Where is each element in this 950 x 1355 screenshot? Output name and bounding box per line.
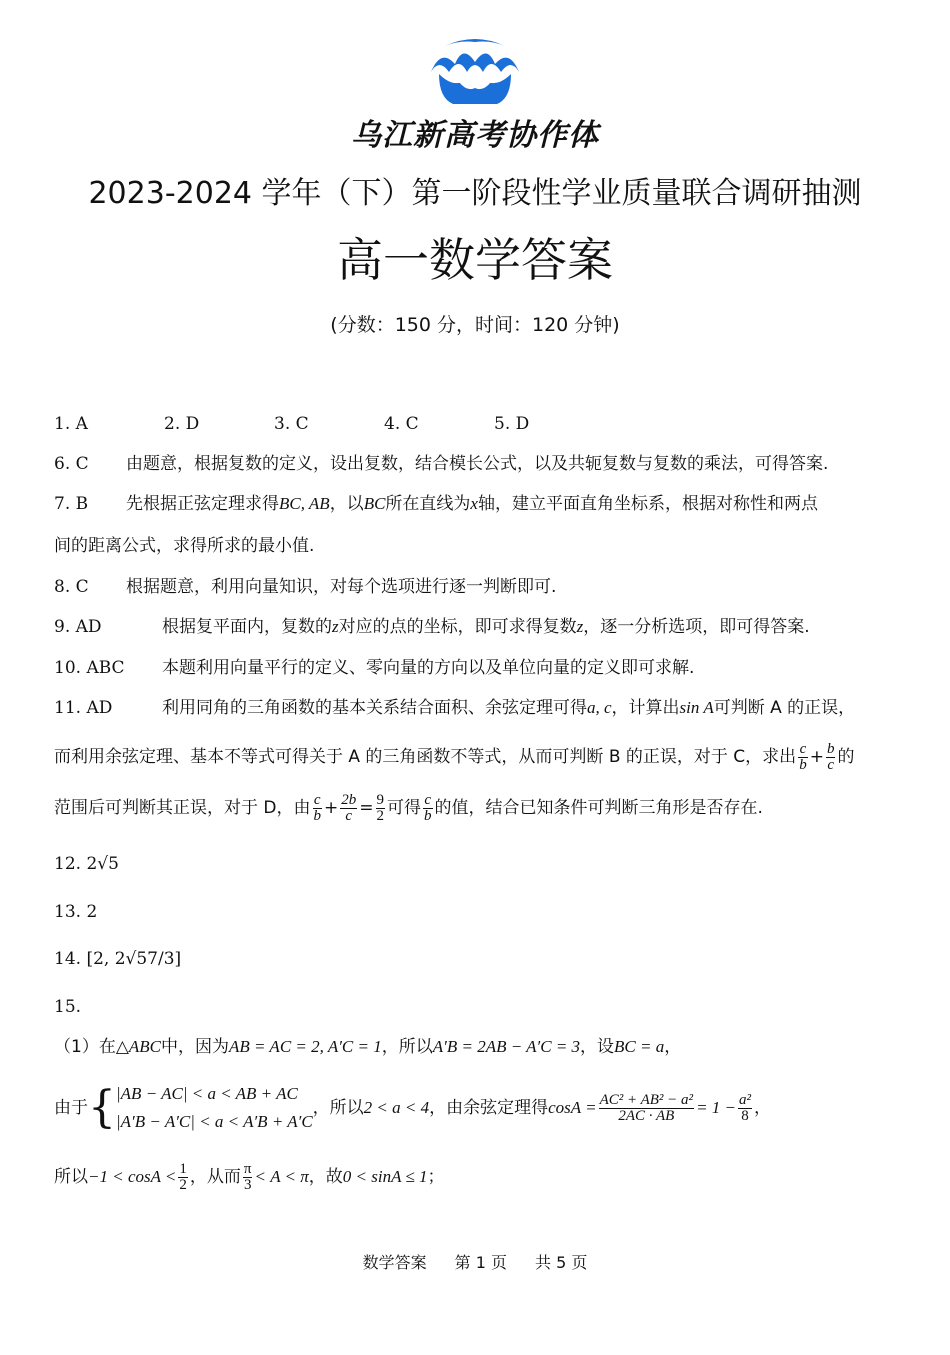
answer-6-label: 6. C xyxy=(54,454,89,474)
footer-total-pages: 共 5 页 xyxy=(535,1253,588,1272)
footer-subject: 数学答案 xyxy=(362,1253,427,1272)
answer-7-text-4: 轴，建立平面直角坐标系，根据对称性和两点 xyxy=(477,494,818,514)
fraction-9-2: $\frac{9}{2}$ xyxy=(376,791,384,824)
fraction-c-b-2: $\frac{c}{b}$ xyxy=(313,791,321,824)
exam-title: 2023-2024 学年（下）第一阶段性学业质量联合调研抽测 xyxy=(88,176,862,211)
answer-6-text: 由题意，根据复数的定义，设出复数，结合模长公式，以及共轭复数与复数的乘法，可得答案. xyxy=(126,454,829,474)
answer-11-text-5: 的 xyxy=(837,747,855,767)
q15-text-2: 中，因为 xyxy=(161,1037,229,1057)
answer-11-math-1: a, c xyxy=(587,698,612,717)
answer-9-text-3: ，逐一分析选项，即可得答案. xyxy=(583,617,810,637)
q15-math-8: −1 < cosA < xyxy=(88,1167,177,1186)
fraction-pi-3: $\frac{\pi}{3}$ xyxy=(243,1160,252,1193)
q15-text-5: ， xyxy=(664,1037,682,1057)
answer-11-line-2: 而利用余弦定理、基本不等式可得关于 A 的三角函数不等式，从而可判断 B 的正误，对于 C，求出 $\frac{c}{b}$ + $\frac{b}{c}$ 的 xyxy=(54,740,855,773)
answer-4: 4. C xyxy=(384,414,419,434)
answer-9 xyxy=(54,616,810,638)
cos-law-numerator: AC² + AB² − a² xyxy=(599,1091,694,1108)
answer-2: 2. D xyxy=(164,414,200,434)
page-footer xyxy=(0,1250,950,1273)
q15-text-7: ，所以 xyxy=(312,1098,364,1118)
answer-11-text-4: 而利用余弦定理、基本不等式可得关于 A 的三角函数不等式，从而可判断 B 的正误，对于 C，求出 xyxy=(54,747,797,767)
fraction-c-b-3: $\frac{c}{b}$ xyxy=(424,791,432,824)
q15-math-9: < A < π xyxy=(254,1167,309,1186)
answer-8-label: 8. C xyxy=(54,577,89,597)
q15-text-12: ，故 xyxy=(308,1167,343,1187)
fraction-c-b: $\frac{c}{b}$ xyxy=(799,740,807,773)
q15-text-3: ，所以 xyxy=(381,1037,433,1057)
answer-8-text: 根据题意，利用向量知识，对每个选项进行逐一判断即可. xyxy=(126,577,557,597)
answer-11-text-1: 利用同角的三角函数的基本关系结合面积、余弦定理可得 xyxy=(162,698,587,718)
fraction-1-2: $\frac{1}{2}$ xyxy=(179,1160,187,1193)
answer-11 xyxy=(54,697,855,719)
answer-11-text-2: ，计算出 xyxy=(611,698,680,718)
q15-math-6: cosA = xyxy=(548,1098,597,1117)
answer-12-value: 2√5 xyxy=(86,854,119,874)
q15-text-8: ，由余弦定理得 xyxy=(429,1098,549,1118)
brand-name: 乌江新高考协作体 xyxy=(351,118,599,153)
answer-15-part-1 xyxy=(54,1036,681,1058)
answer-15-part-2 xyxy=(54,1080,771,1136)
answer-10-label: 10. ABC xyxy=(54,658,125,678)
answer-12 xyxy=(54,853,119,875)
exam-meta: (分数：150 分，时间：120 分钟) xyxy=(330,314,620,336)
answer-9-text-1: 根据复平面内，复数的 xyxy=(162,617,332,637)
answer-14 xyxy=(54,948,181,970)
answer-8 xyxy=(54,576,556,598)
answer-6 xyxy=(54,453,828,475)
answer-14-value: [2, 2√57/3] xyxy=(86,949,182,969)
answer-11-text-6: 范围后可判断其正误，对于 D，由 xyxy=(54,798,311,818)
q15-text-6: 由于 xyxy=(54,1098,88,1118)
fraction-a2-8: $\frac{\text{a²}}{8}$ xyxy=(739,1091,752,1124)
answer-9-math-1: z xyxy=(332,617,339,636)
q15-text-1: （1）在△ xyxy=(54,1037,129,1057)
answer-10-text: 本题利用向量平行的定义、零向量的方向以及单位向量的定义即可求解. xyxy=(162,658,695,678)
q15-text-9: ， xyxy=(754,1098,772,1118)
choice-answers xyxy=(54,413,604,435)
inequality-1: |AB − AC| < a < AB + AC xyxy=(116,1084,298,1103)
logo-icon xyxy=(425,38,525,110)
fraction-2b-c: $\frac{2b}{c}$ xyxy=(341,791,357,824)
answer-10 xyxy=(54,657,694,679)
answer-7-cont: 间的距离公式，求得所求的最小值. xyxy=(54,536,315,556)
answer-11-label: 11. AD xyxy=(54,698,113,718)
q15-math-3: A′B = 2AB − A′C = 3 xyxy=(432,1037,581,1056)
answer-7-label: 7. B xyxy=(54,494,89,514)
answer-5: 5. D xyxy=(494,414,530,434)
q15-text-11: ，从而 xyxy=(189,1167,241,1187)
answer-11-text-3: 可判断 A 的正误， xyxy=(713,698,856,718)
answer-11-line-3: 范围后可判断其正误，对于 D，由 $\frac{c}{b}$ + $\frac{2b}{c}$ = $\frac{9}{2}$ 可得 $\frac{c}{b}$ 的值，结合已知条件可判断三角形是否存在. xyxy=(54,791,763,824)
inequality-system xyxy=(116,1080,313,1136)
page-title: 高一数学答案 xyxy=(337,233,613,287)
inequality-2: |A′B − A′C| < a < A′B + A′C xyxy=(116,1112,313,1131)
answer-3: 3. C xyxy=(274,414,309,434)
answer-9-label: 9. AD xyxy=(54,617,102,637)
answer-7 xyxy=(54,493,818,515)
q15-math-7: = 1 − xyxy=(696,1098,737,1117)
q15-math-5: 2 < a < 4 xyxy=(363,1098,430,1117)
brace-icon: { xyxy=(88,1082,116,1133)
answer-13 xyxy=(54,901,97,923)
answer-11-math-2: sin A xyxy=(679,698,714,717)
q15-math-1: ABC xyxy=(128,1037,161,1056)
q15-math-4: BC = a xyxy=(614,1037,665,1056)
q15-text-10: 所以 xyxy=(54,1167,88,1187)
answer-1: 1. A xyxy=(54,414,88,434)
cos-law-denominator: 2AC · AB xyxy=(618,1107,675,1124)
answer-14-label: 14. xyxy=(54,949,82,969)
answer-15-label: 15. xyxy=(54,997,82,1017)
answer-9-text-2: 对应的点的坐标，即可求得复数 xyxy=(338,617,577,637)
answer-11-text-7: 可得 xyxy=(387,798,421,818)
footer-page-number: 第 1 页 xyxy=(454,1253,507,1272)
answer-13-label: 13. xyxy=(54,902,82,922)
answer-7-text-3: 所在直线为 xyxy=(385,494,471,514)
answer-9-math-2: z xyxy=(576,617,584,636)
answer-11-text-8: 的值，结合已知条件可判断三角形是否存在. xyxy=(434,798,763,818)
answer-12-label: 12. xyxy=(54,854,82,874)
q15-text-4: ，设 xyxy=(580,1037,615,1057)
answer-7-math-1: BC, AB xyxy=(279,494,330,513)
answer-7-text-1: 先根据正弦定理求得 xyxy=(126,494,279,514)
answer-7-text-2: ，以 xyxy=(329,494,364,514)
fraction-cos-law xyxy=(599,1093,694,1124)
answer-13-value: 2 xyxy=(86,902,98,922)
q15-text-13: ； xyxy=(427,1167,445,1187)
answer-15-part-3 xyxy=(54,1158,445,1196)
fraction-b-c: $\frac{b}{c}$ xyxy=(826,740,835,773)
answer-7-math-2: BC xyxy=(363,494,386,513)
answer-7-math-3: x xyxy=(470,494,478,513)
q15-math-2: AB = AC = 2, A′C = 1 xyxy=(229,1037,382,1056)
q15-math-10: 0 < sinA ≤ 1 xyxy=(342,1167,428,1186)
